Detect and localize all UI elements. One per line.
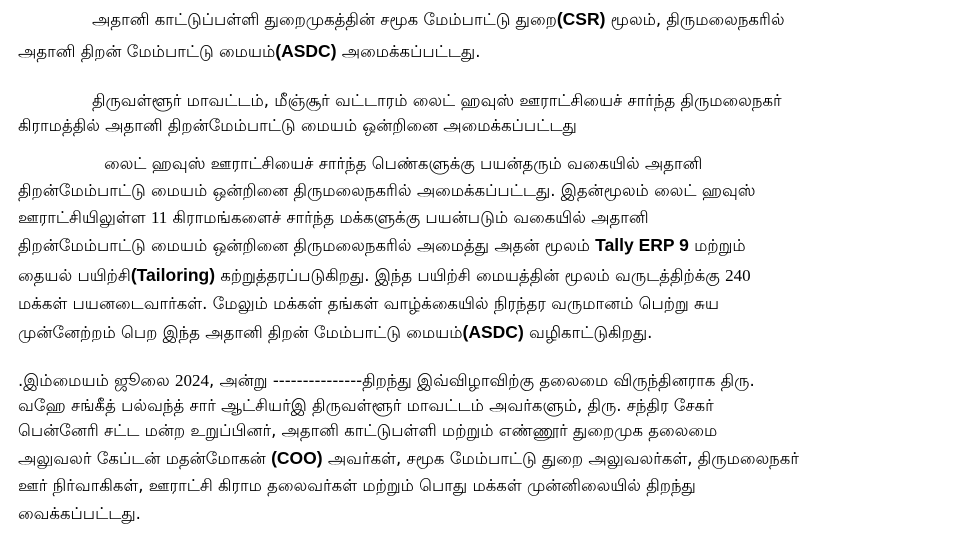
paragraph-4-line-2: வஹே சங்கீத் பல்வந்த் சார் ஆட்சியர்இ திருவள்ளூர் மாவட்டம் அவர்களும், திரு. சந்திர சேகர் — [18, 396, 714, 415]
paragraph-2-line-1: திருவள்ளூர் மாவட்டம், மீஞ்சூர் வட்டாரம் லைட் ஹவுஸ் ஊராட்சியைச் சார்ந்த திருமலைநகர் — [92, 91, 782, 110]
paragraph-3-line-5: தையல் பயிற்சி(Tailoring) கற்றுத்தரப்படுகிறது. இந்த பயிற்சி மையத்தின் மூலம் வருடத்திற்க்கு 240 — [18, 265, 751, 285]
paragraph-3-line-3: ஊராட்சியிலுள்ள 11 கிராமங்களைச் சார்ந்த மக்களுக்கு பயன்படும் வகையில் அதானி — [18, 208, 649, 227]
paragraph-3-line-4: திறன்மேம்பாட்டு மையம் ஒன்றினை திருமலைநகரில் அமைத்து அதன் மூலம் Tally ERP 9 மற்றும் — [18, 235, 746, 255]
paragraph-3-line-1: லைட் ஹவுஸ் ஊராட்சியைச் சார்ந்த பெண்களுக்கு பயன்தரும் வகையில் அதானி — [104, 154, 703, 173]
paragraph-4-line-5: ஊர் நிர்வாகிகள், ஊராட்சி கிராம தலைவர்கள் மற்றும் பொது மக்கள் முன்னிலையில் திறந்து — [18, 476, 696, 495]
paragraph-3-line-6: மக்கள் பயனடைவார்கள். மேலும் மக்கள் தங்கள் வாழ்க்கையில் நிரந்தர வருமானம் பெற்று சுய — [18, 294, 719, 313]
paragraph-1-line-1: அதானி காட்டுப்பள்ளி துறைமுகத்தின் சமூக மேம்பாட்டு துறை(CSR) மூலம், திருமலைநகரில் — [92, 9, 785, 29]
paragraph-4-line-3: பென்னேரி சட்ட மன்ற உறுப்பினர், அதானி காட்டுபள்ளி மற்றும் எண்ணூர் துறைமுக தலைமை — [18, 421, 718, 440]
paragraph-4-line-1: .இம்மையம் ஜூலை 2024, அன்று ---------------திறந்து இவ்விழாவிற்கு தலைமை விருந்தினராக திரு. — [18, 371, 755, 390]
paragraph-1-line-2: அதானி திறன் மேம்பாட்டு மையம்(ASDC) அமைக்கப்பட்டது. — [18, 41, 481, 61]
paragraph-3-line-7: முன்னேற்றம் பெற இந்த அதானி திறன் மேம்பாட்டு மையம்(ASDC) வழிகாட்டுகிறது. — [18, 322, 653, 342]
paragraph-4-line-4: அலுவலர் கேப்டன் மதன்மோகன் (COO) அவர்கள், சமூக மேம்பாட்டு துறை அலுவலர்கள், திருமலைநகர் — [18, 448, 799, 468]
paragraph-4-line-6: வைக்கப்பட்டது. — [18, 504, 141, 523]
paragraph-2-line-2: கிராமத்தில் அதானி திறன்மேம்பாட்டு மையம் ஒன்றினை அமைக்கப்பட்டது — [18, 116, 577, 135]
paragraph-3-line-2: திறன்மேம்பாட்டு மையம் ஒன்றினை திருமலைநகரில் அமைக்கப்பட்டது. இதன்மூலம் லைட் ஹவுஸ் — [18, 181, 756, 200]
